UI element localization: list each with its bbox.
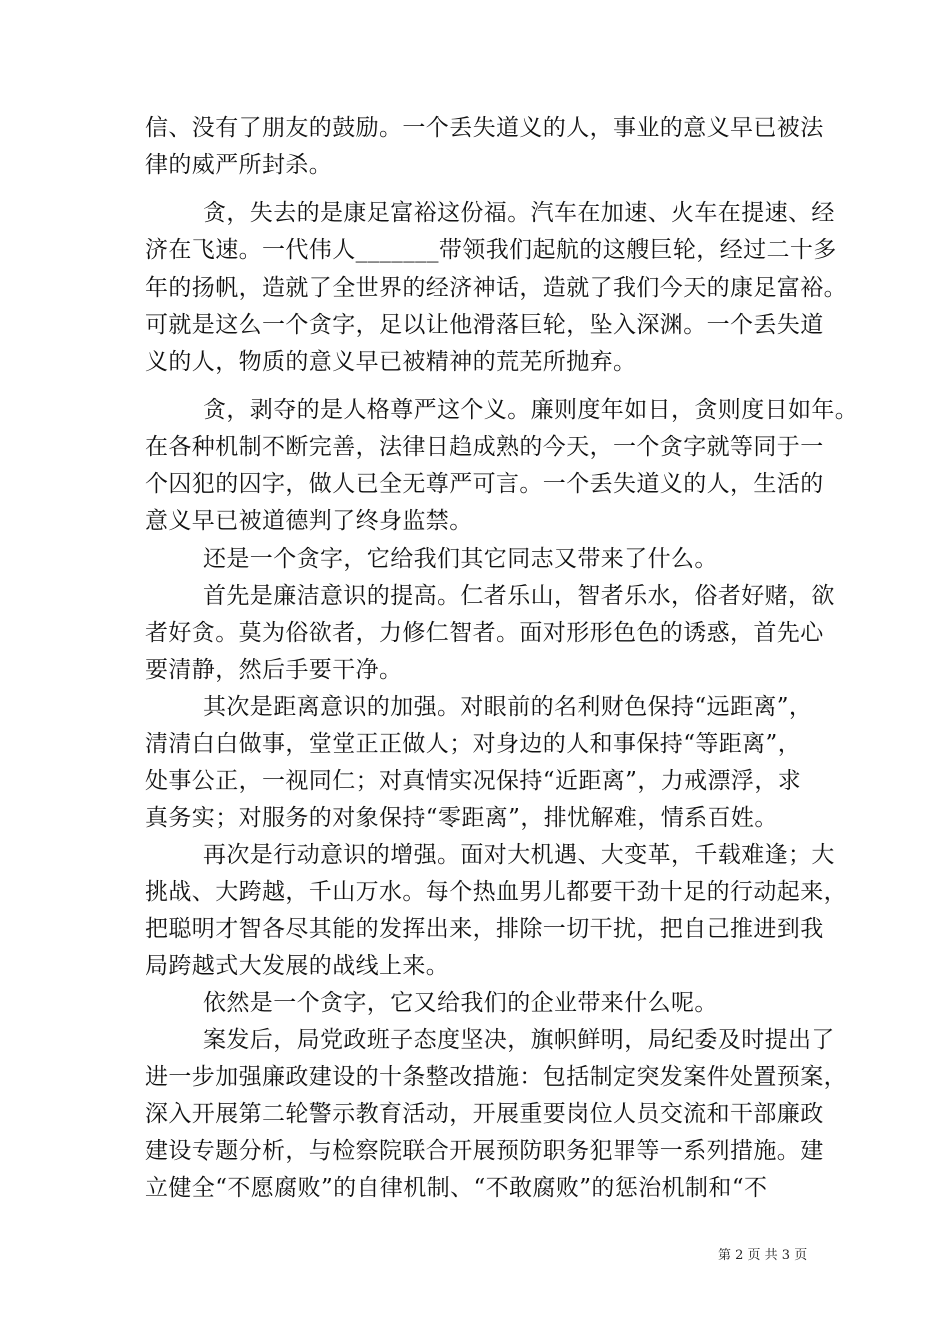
text-line: 要清静，然后手要干净。: [145, 657, 403, 683]
text-line: 信、没有了朋友的鼓励。一个丢失道义的人，事业的意义早已被法: [145, 115, 824, 141]
paragraph-start-line: 其次是距离意识的加强。对眼前的名利财色保持“远距离”，: [203, 694, 813, 720]
text-line: 年的扬帆，造就了全世界的经济神话，造就了我们今天的康足富裕。: [145, 275, 847, 301]
text-line: 可就是这么一个贪字，足以让他滑落巨轮，坠入深渊。一个丢失道: [145, 312, 824, 338]
text-line: 清清白白做事，堂堂正正做人；对身边的人和事保持“等距离”，: [145, 731, 802, 757]
paragraph-start-line: 贪，失去的是康足富裕这份福。汽车在加速、火车在提速、经: [203, 200, 835, 226]
text-line: 局跨越式大发展的战线上来。: [145, 953, 450, 979]
text-line: 挑战、大跨越，千山万水。每个热血男儿都要干劲十足的行动起来，: [145, 879, 847, 905]
text-line: 立健全“不愿腐败”的自律机制、“不敢腐败”的惩治机制和“不: [145, 1175, 768, 1201]
text-line: 个囚犯的囚字，做人已全无尊严可言。一个丢失道义的人，生活的: [145, 471, 824, 497]
text-line: 进一步加强廉政建设的十条整改措施：包括制定突发案件处置预案，: [145, 1064, 847, 1090]
text-line: 把聪明才智各尽其能的发挥出来，排除一切干扰，把自己推进到我: [145, 916, 824, 942]
text-line: 深入开展第二轮警示教育活动，开展重要岗位人员交流和干部廉政: [145, 1101, 824, 1127]
page-number-footer: 第 2 页 共 3 页: [718, 1248, 808, 1263]
text-line: 建设专题分析，与检察院联合开展预防职务犯罪等一系列措施。建: [145, 1138, 824, 1164]
text-line: 在各种机制不断完善，法律日趋成熟的今天，一个贪字就等同于一: [145, 434, 824, 460]
text-line: 真务实；对服务的对象保持“零距离”，排忧解难，情系百姓。: [145, 805, 778, 831]
paragraph-start-line: 案发后，局党政班子态度坚决，旗帜鲜明，局纪委及时提出了: [203, 1027, 835, 1053]
text-line: 者好贪。莫为俗欲者，力修仁智者。面对形形色色的诱惑，首先心: [145, 620, 824, 646]
paragraph-start-line: 还是一个贪字，它给我们其它同志又带来了什么。: [203, 546, 718, 572]
paragraph-start-line: 首先是廉洁意识的提高。仁者乐山，智者乐水，俗者好赌，欲: [203, 583, 835, 609]
paragraph-start-line: 贪，剥夺的是人格尊严这个义。廉则度年如日，贪则度日如年。: [203, 397, 859, 423]
text-line: 处事公正，一视同仁；对真情实况保持“近距离”，力戒漂浮，求: [145, 768, 802, 794]
text-line: 意义早已被道德判了终身监禁。: [145, 508, 473, 534]
paragraph-start-line: 依然是一个贪字，它又给我们的企业带来什么呢。: [203, 990, 718, 1016]
paragraph-start-line: 再次是行动意识的增强。面对大机遇、大变革，千载难逢；大: [203, 842, 835, 868]
text-line: 义的人，物质的意义早已被精神的荒芜所抛弃。: [145, 349, 637, 375]
text-line: 济在飞速。一代伟人_______带领我们起航的这艘巨轮，经过二十多: [145, 237, 837, 263]
text-line: 律的威严所封杀。: [145, 152, 333, 178]
